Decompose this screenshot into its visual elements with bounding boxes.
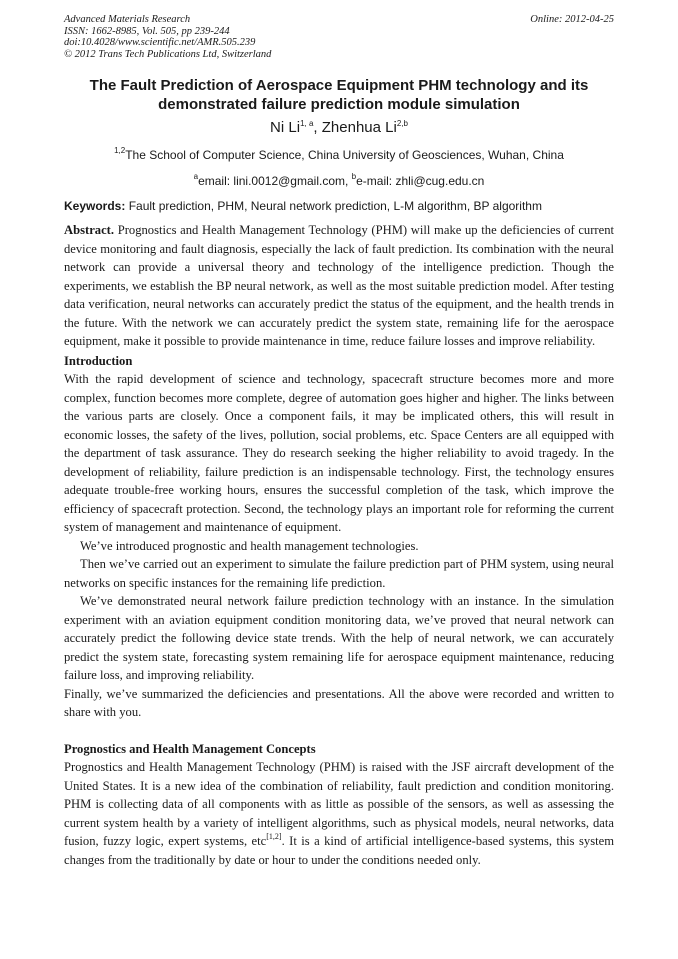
- keywords: [64, 199, 614, 213]
- title-line-2: demonstrated failure prediction module simulation: [158, 96, 520, 113]
- abstract-text: Prognostics and Health Management Technology (PHM) will make up the deficiencies of current device monitoring and fault diagnosis, especially the lack of fault prediction. Its combination with the neural network can provide a universal theory and technology of the intelligence prediction. Though the experiments, we establish the BP neural network, as well as the most suitable prediction model. After testing data verification, neural networks can accurately predict the status of the equipment, and the health trends in the future. With the network we can accurately predict the system state, remaining life for the aerospace equipment, make it possible to provide maintenance in time, reduce failure losses and improve reliability.: [64, 223, 614, 348]
- doi-line: doi:10.4028/www.scientific.net/AMR.505.239: [64, 37, 256, 48]
- email-a: email: lini.0012@gmail.com,: [198, 174, 352, 188]
- intro-paragraph-1: With the rapid development of science and technology, spacecraft structure becomes more and more complex, function becomes more complete, degree of automation goes higher and higher. The links between the various parts are closely. Once a component fails, it may be implicated others, this will result in economic losses, the safety of the lives, pollution, social problems, etc. Space Centers are all equipped with the department of task assurance. They do research seeking the higher reliability to avoid tragedy. In the development of reliability, failure prediction is an indispensable technology. First, the technology ensures adequate trouble-free working hours, ensures the successful completion of the task, which improve the efficiency of spacecraft protection. Second, the technology plays an important role for reforming the current system of management and maintenance of equipment.: [64, 372, 614, 534]
- phm-concepts-heading: Prognostics and Health Management Concepts: [64, 741, 316, 756]
- citation: [1,2]: [266, 832, 282, 841]
- keywords-text: Fault prediction, PHM, Neural network prediction, L-M algorithm, BP algorithm: [125, 199, 542, 213]
- affiliation-text: The School of Computer Science, China University of Geosciences, Wuhan, China: [125, 148, 564, 162]
- affiliation: [64, 148, 614, 162]
- contact-emails: [64, 174, 614, 188]
- intro-paragraph-4: We’ve demonstrated neural network failure prediction technology with an instance. In the simulation experiment with an aviation equipment condition monitoring data, we’ve proved that neural network can accurately predict the following device state trends. With the help of neural network, we can accurately predict the system state, forecasting system remaining life for aerospace equipment maintenance, reducing failure loss, and improving reliability.: [64, 594, 614, 682]
- journal-name: Advanced Materials Research: [64, 14, 191, 25]
- intro-paragraph-2: We’ve introduced prognostic and health management technologies.: [80, 538, 419, 553]
- phm-text-before: Prognostics and Health Management Technology (PHM) is raised with the JSF aircraft development of the United States. It is a new idea of the combination of reliability, fault prediction and condition monitoring. PHM is collecting data of all components with as little as possible of the sensors, as well as assessing the current system health by a variety of intelligent algorithms, such as physical models, neural networks, data fusion, fuzzy logic, expert systems, etc: [64, 760, 614, 848]
- paper-title: [64, 76, 614, 114]
- introduction-heading: Introduction: [64, 353, 133, 368]
- author-2: Zhenhua Li: [321, 119, 397, 136]
- keywords-label: Keywords:: [64, 199, 126, 213]
- affiliation-mark: 1,2: [114, 146, 126, 155]
- copyright-line: © 2012 Trans Tech Publications Ltd, Switzerland: [64, 48, 272, 60]
- issn-line: ISSN: 1662-8985, Vol. 505, pp 239-244: [64, 25, 230, 37]
- title-line-1: The Fault Prediction of Aerospace Equipment PHM technology and its: [89, 77, 589, 94]
- phm-text-after: . It is a kind of artificial intelligence-based systems, this system changes from the traditionally by date or hour to under the conditions needed only.: [64, 834, 614, 867]
- intro-paragraph-3: Then we’ve carried out an experiment to simulate the failure prediction part of PHM system, using neural networks on specific instances for the remaining life prediction.: [64, 557, 614, 590]
- author-1-affiliation: 1, a: [300, 119, 314, 128]
- email-a-mark: a: [193, 172, 199, 181]
- intro-paragraph-5: Finally, we’ve summarized the deficiencies and presentations. All the above were recorded and written to share with you.: [64, 686, 614, 719]
- online-date: Online: 2012-04-25: [530, 14, 614, 25]
- email-b-mark: b: [351, 172, 357, 181]
- journal-header: [64, 14, 614, 60]
- abstract-label: Abstract.: [64, 223, 115, 237]
- paper-page: [64, 14, 614, 869]
- author-2-affiliation: 2,b: [396, 119, 408, 128]
- author-1: Ni Li: [270, 119, 301, 136]
- phm-concepts-paragraph: [64, 758, 614, 869]
- abstract: [64, 221, 614, 351]
- author-list: [64, 119, 614, 137]
- email-b: e-mail: zhli@cug.edu.cn: [356, 174, 485, 188]
- author-separator: ,: [313, 119, 322, 136]
